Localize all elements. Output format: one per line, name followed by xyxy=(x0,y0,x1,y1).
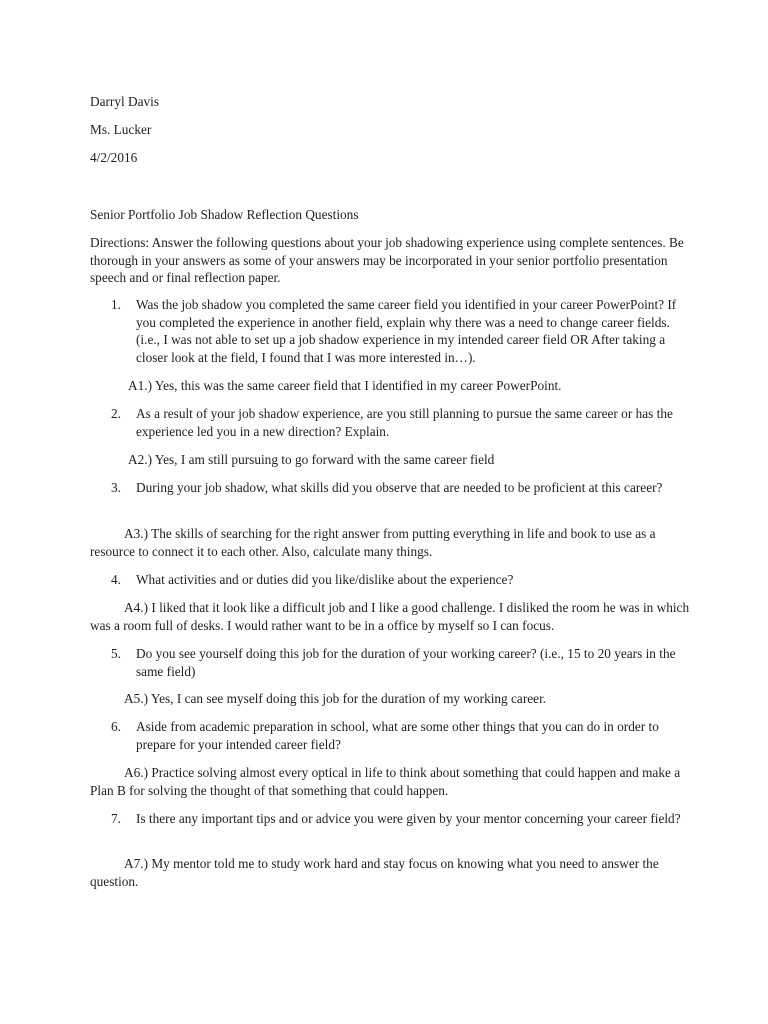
student-name: Darryl Davis xyxy=(90,94,160,109)
question-number: 1. xyxy=(111,297,121,312)
question-item-5 xyxy=(90,645,690,680)
question-item-7 xyxy=(90,810,690,828)
document-date: 4/2/2016 xyxy=(90,150,138,165)
question-text: As a result of your job shadow experience, are you still planning to pursue the same career or has the experience led you in a new direction? Explain. xyxy=(136,406,673,439)
question-text: What activities and or duties did you like/dislike about the experience? xyxy=(136,572,514,587)
answer-3: A3.) The skills of searching for the right answer from putting everything in life and book to use as a resource to connect it to each other. Also, calculate many things. xyxy=(90,526,656,559)
question-number: 4. xyxy=(111,572,121,587)
question-number: 6. xyxy=(111,719,121,734)
question-text: Do you see yourself doing this job for the duration of your working career? (i.e., 15 to 20 years in the same field) xyxy=(136,646,676,679)
question-number: 2. xyxy=(111,406,121,421)
answer-6: A6.) Practice solving almost every optical in life to think about something that could happen and make a Plan B for solving the thought of that something that could happen. xyxy=(90,765,681,798)
answer-5: A5.) Yes, I can see myself doing this job for the duration of my working career. xyxy=(124,691,547,706)
question-item-6 xyxy=(90,718,690,753)
answer-7: A7.) My mentor told me to study work hard and stay focus on knowing what you need to answer the question. xyxy=(90,856,659,889)
question-text: Was the job shadow you completed the same career field you identified in your career PowerPoint? If you completed the experience in another field, explain why there was a need to change career fields. (i.e., I was not able to set up a job shadow experience in my intended career field OR After taking a closer look at the field, I found that I was more interested in…). xyxy=(136,297,677,365)
answer-1: A1.) Yes, this was the same career field that I identified in my career PowerPoint. xyxy=(128,378,562,393)
directions-paragraph: Directions: Answer the following questions about your job shadowing experience using complete sentences. Be thorough in your answers as some of your answers may be incorporated in your senior portfolio presentation speech and or final reflection paper. xyxy=(90,235,684,285)
teacher-name: Ms. Lucker xyxy=(90,122,152,137)
question-text: Aside from academic preparation in school, what are some other things that you can do in order to prepare for your intended career field? xyxy=(136,719,659,752)
document-title: Senior Portfolio Job Shadow Reflection Questions xyxy=(90,207,359,222)
answer-2: A2.) Yes, I am still pursuing to go forward with the same career field xyxy=(128,452,495,467)
question-number: 3. xyxy=(111,480,121,495)
answer-4: A4.) I liked that it look like a difficult job and I like a good challenge. I disliked the room he was in which was a room full of desks. I would rather want to be in a office by myself so I can focus. xyxy=(90,600,690,633)
question-item-4 xyxy=(90,571,690,589)
question-number: 7. xyxy=(111,811,121,826)
question-item-3 xyxy=(90,479,690,497)
question-text: During your job shadow, what skills did you observe that are needed to be proficient at this career? xyxy=(136,480,663,495)
question-item-2 xyxy=(90,405,690,440)
question-text: Is there any important tips and or advice you were given by your mentor concerning your career field? xyxy=(136,811,681,826)
question-number: 5. xyxy=(111,646,121,661)
question-item-1 xyxy=(90,296,690,366)
